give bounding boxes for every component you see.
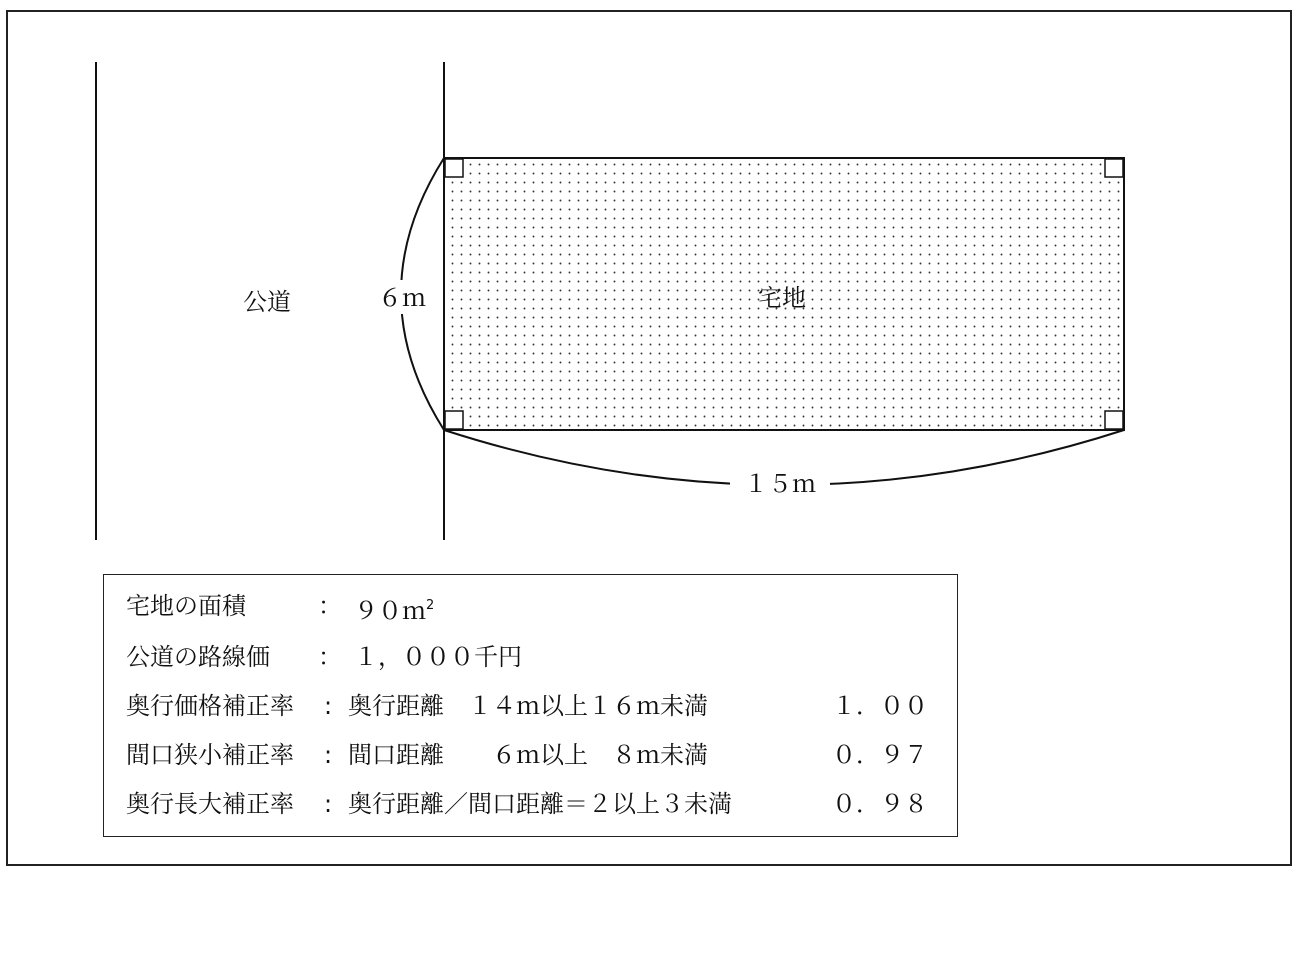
info-term: 奥行価格補正率 xyxy=(126,692,294,720)
right-angle-mark-bottom-left xyxy=(445,411,463,429)
info-rate: １．００ xyxy=(832,692,928,720)
area-unit-superscript: 2 xyxy=(426,598,435,613)
info-value: 奥行距離／間口距離＝２以上３未満 xyxy=(348,790,732,818)
info-separator: ： xyxy=(318,592,342,620)
depth-label: １５ｍ xyxy=(744,470,816,498)
lot-label: 宅地 xyxy=(758,284,806,312)
info-separator: : xyxy=(324,692,333,720)
info-value: 間口距離 ６ｍ以上 ８ｍ未満 xyxy=(348,741,708,769)
info-term: 間口狭小補正率 xyxy=(126,741,294,769)
frontage-label: ６ｍ xyxy=(378,284,426,312)
info-term: 公道の路線価 xyxy=(126,643,270,671)
info-value: 奥行距離 １４ｍ以上１６ｍ未満 xyxy=(348,692,708,720)
info-value: １，０００千円 xyxy=(354,643,522,671)
info-separator: ： xyxy=(318,643,342,671)
info-rate: ０．９７ xyxy=(832,741,928,769)
road-label: 公道 xyxy=(243,288,291,316)
info-value xyxy=(354,591,434,626)
info-rate: ０．９８ xyxy=(832,790,928,818)
right-angle-mark-bottom-right xyxy=(1105,411,1123,429)
info-separator: : xyxy=(324,741,333,769)
info-row-depth-ratio-adjustment xyxy=(126,789,928,969)
info-separator: : xyxy=(324,790,333,818)
info-term: 奥行長大補正率 xyxy=(126,790,294,818)
area-value: ９０ｍ xyxy=(354,597,426,625)
right-angle-mark-top-left xyxy=(445,159,463,177)
right-angle-mark-top-right xyxy=(1105,159,1123,177)
info-box xyxy=(103,574,958,837)
info-term: 宅地の面積 xyxy=(126,592,246,620)
